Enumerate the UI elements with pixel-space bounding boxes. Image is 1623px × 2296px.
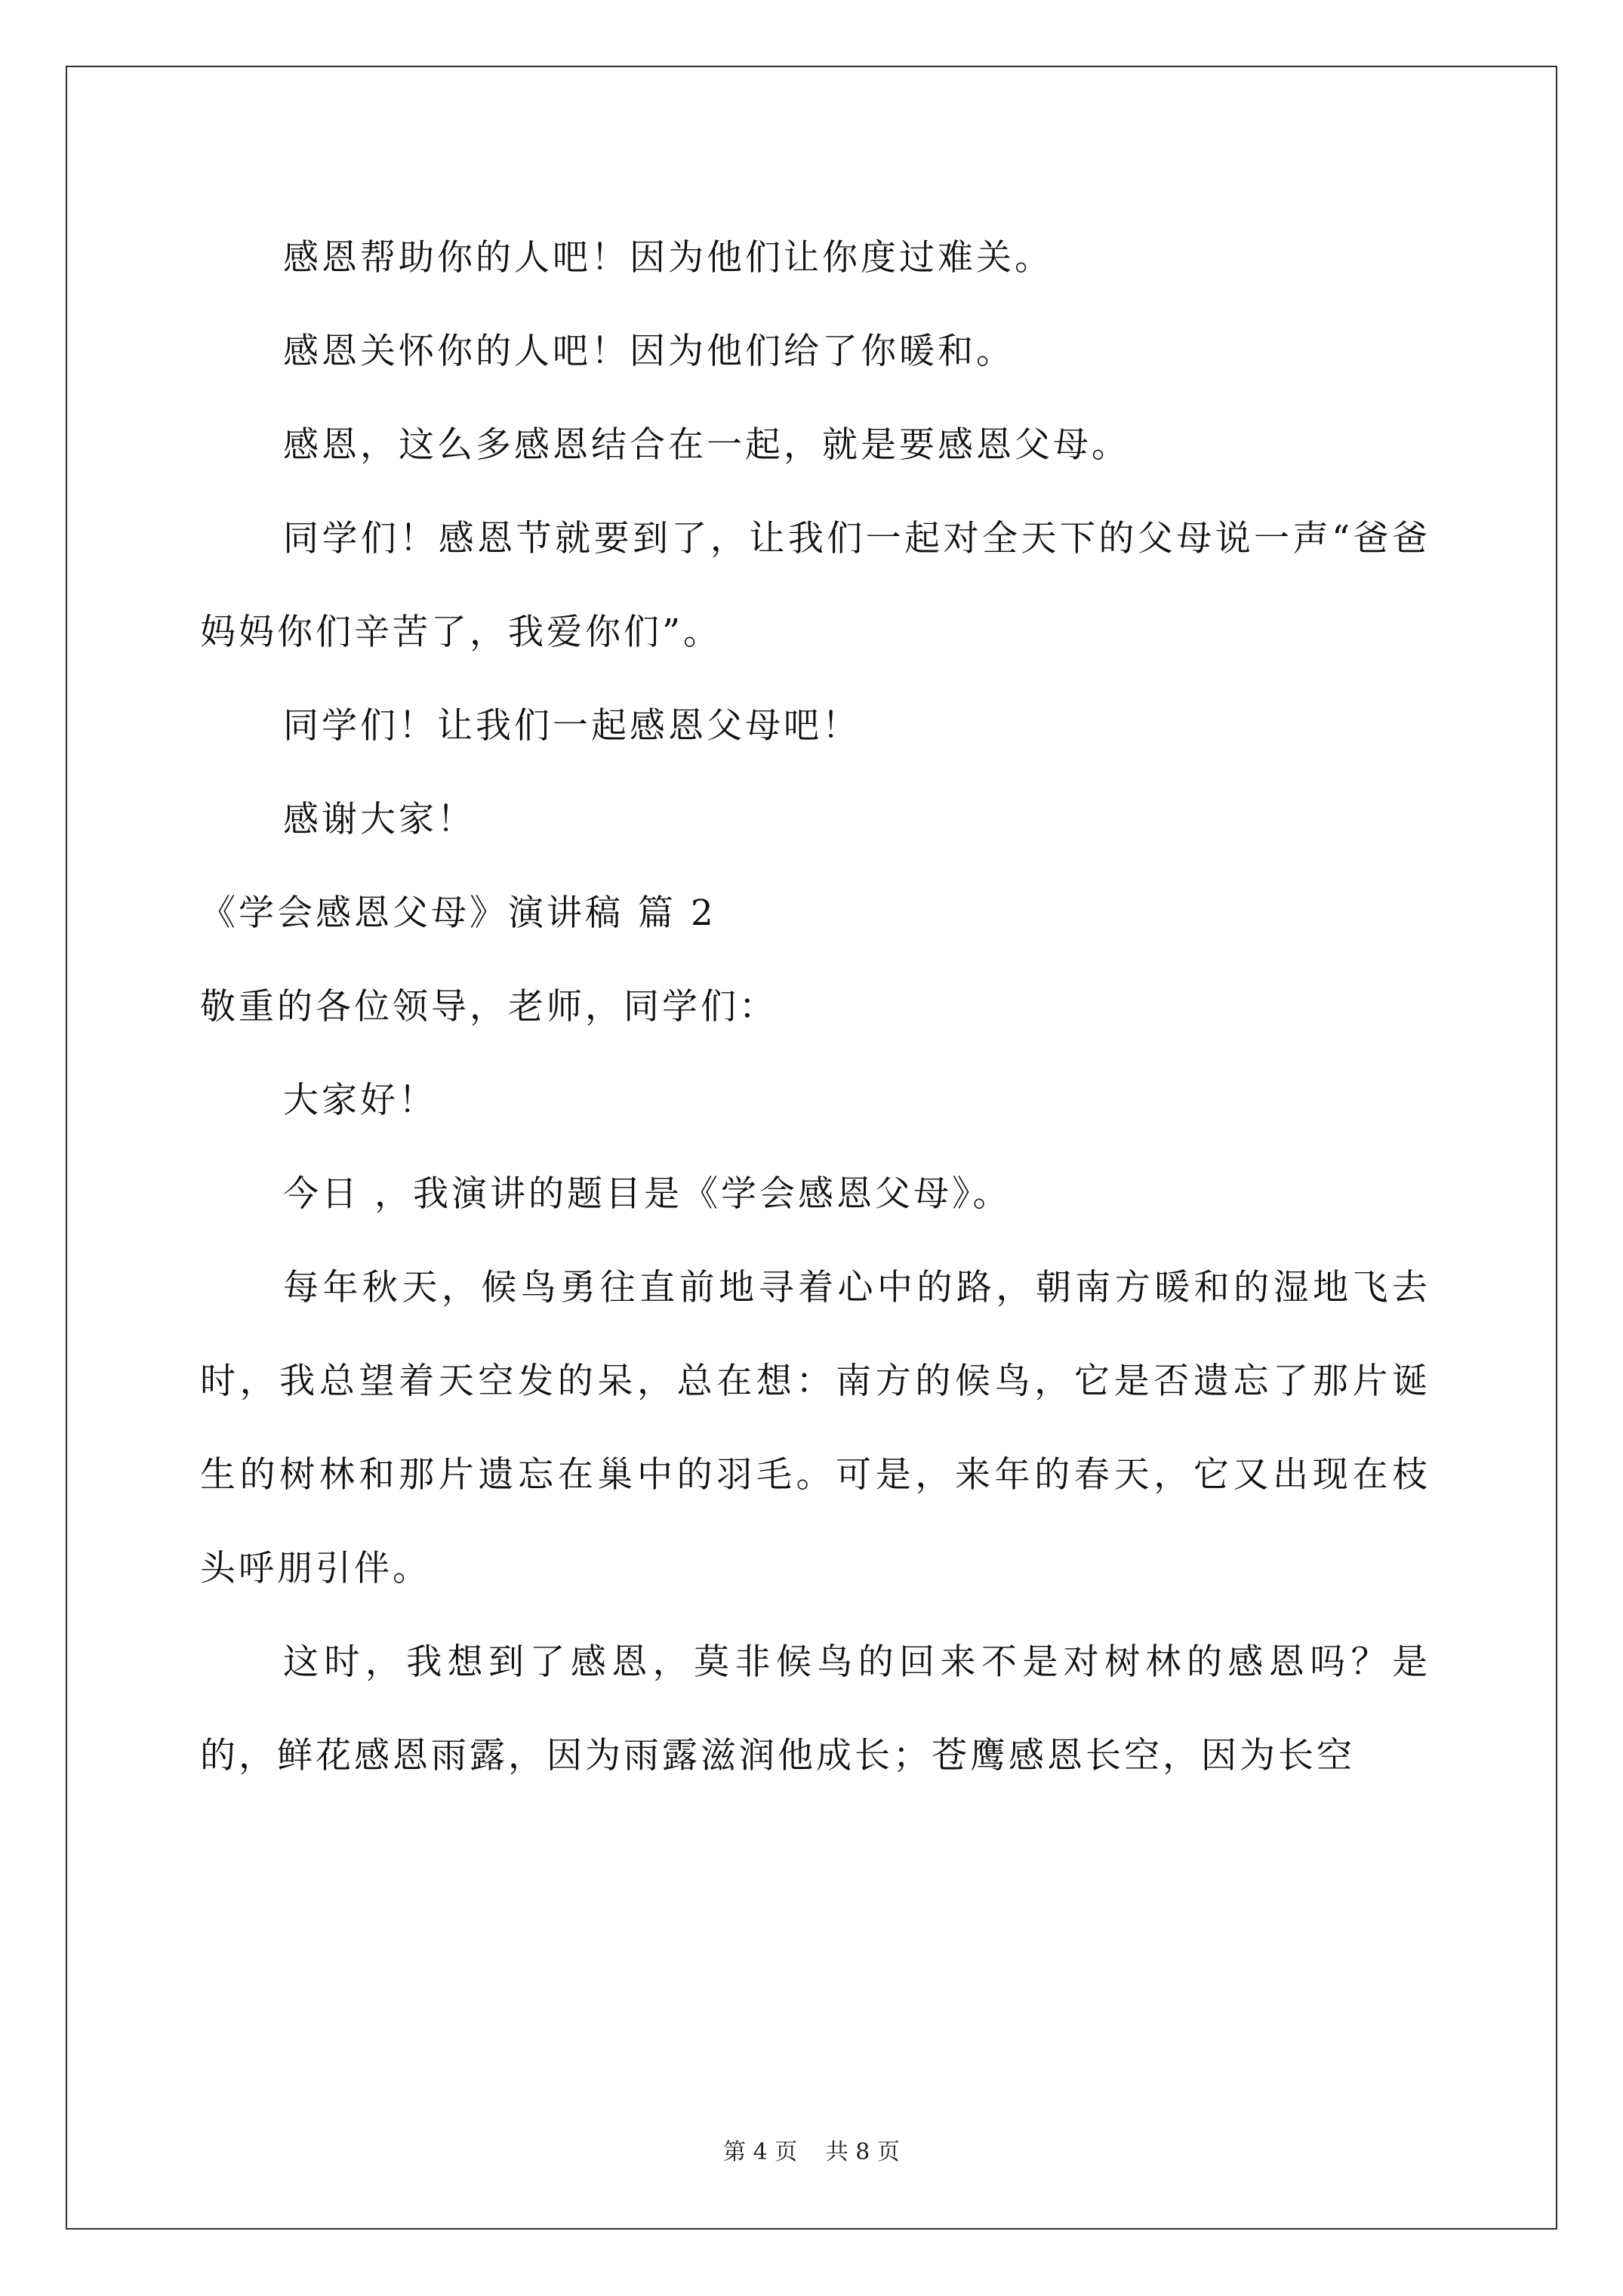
current-page-number: 第 4 页 <box>723 2139 798 2165</box>
paragraph: 每年秋天，候鸟勇往直前地寻着心中的路，朝南方暖和的湿地飞去时，我总望着天空发的呆，总在想：南方的候鸟，它是否遗忘了那片诞生的树林和那片遗忘在巢中的羽毛。可是，来年的春天，它又出现在枝头呼朋引伴。 <box>200 1267 1431 1589</box>
paragraph: 这时，我想到了感恩，莫非候鸟的回来不是对树林的感恩吗？是的，鲜花感恩雨露，因为雨露滋润他成长；苍鹰感恩长空，因为长空 <box>200 1641 1431 1777</box>
paragraph: 感恩，这么多感恩结合在一起，就是要感恩父母。 <box>283 424 1130 466</box>
paragraph: 感恩帮助你的人吧！因为他们让你度过难关。 <box>283 237 1053 279</box>
paragraph: 感谢大家！ <box>283 799 476 840</box>
document-body <box>200 211 1431 1803</box>
paragraph: 感恩关怀你的人吧！因为他们给了你暖和。 <box>283 331 1015 372</box>
page-footer <box>0 2133 1623 2166</box>
paragraph: 今日 ，我演讲的题目是《学会感恩父母》。 <box>283 1173 1012 1215</box>
salutation: 敬重的各位领导，老师，同学们： <box>200 986 778 1028</box>
paragraph: 大家好！ <box>283 1080 437 1121</box>
total-page-count: 共 8 页 <box>825 2139 900 2165</box>
paragraph: 同学们！让我们一起感恩父母吧！ <box>283 705 861 747</box>
section-heading: 《学会感恩父母》演讲稿 篇 2 <box>200 892 716 934</box>
paragraph: 同学们！感恩节就要到了，让我们一起对全天下的父母说一声“爸爸妈妈你们辛苦了，我爱你们”。 <box>200 518 1431 653</box>
